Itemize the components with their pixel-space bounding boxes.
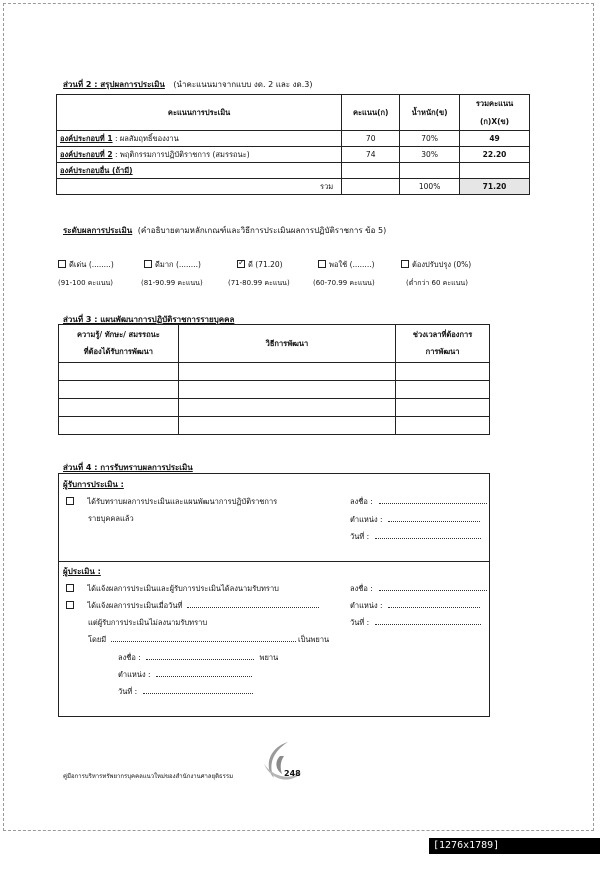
- evaluatee-sign: [350, 496, 487, 508]
- evaluator-option-1-text: ได้แจ้งผลการประเมินและผู้รับการประเมินได้ลงนามรับทราบ: [87, 584, 279, 593]
- level-range: (ต่ำกว่า 60 คะแนน): [406, 279, 468, 287]
- level-option[interactable]: [401, 259, 471, 271]
- witness-sign: [118, 652, 278, 664]
- evaluatee-sign-line[interactable]: [379, 496, 487, 504]
- witness-date-label: วันที่ :: [118, 687, 138, 696]
- evaluatee-ack[interactable]: [66, 496, 277, 508]
- evaluatee-ack-line2: รายบุคคลแล้ว: [88, 514, 134, 523]
- checkbox-icon[interactable]: [66, 601, 74, 609]
- checkbox-icon[interactable]: [66, 584, 74, 592]
- checkbox-icon[interactable]: [58, 260, 66, 268]
- resolution-stamp: [1276x1789] https://upic.me/: [429, 838, 600, 854]
- row-weight: 30%: [400, 147, 460, 163]
- notify-date-line[interactable]: [187, 600, 319, 608]
- plan-header-period-l1: ช่วงเวลาที่ต้องการ: [412, 330, 473, 339]
- sum-label: รวม: [57, 179, 342, 195]
- level-option[interactable]: [237, 259, 283, 271]
- level-option-label: ดี (71.20): [248, 260, 283, 269]
- plan-cell[interactable]: [59, 381, 179, 399]
- sum-weight: 100%: [400, 179, 460, 195]
- table-row: [57, 147, 530, 163]
- development-plan-table: [58, 324, 490, 435]
- level-note: (คำอธิบายตามหลักเกณฑ์และวิธีการประเมินผลการปฏิบัติราชการ ข้อ 5): [137, 226, 387, 235]
- checkbox-icon[interactable]: [66, 497, 74, 505]
- component-name: องค์ประกอบอื่น (ถ้ามี): [60, 165, 133, 175]
- evaluatee-position-label: ตำแหน่ง :: [350, 515, 383, 524]
- header-total-line1: รวมคะแนน: [475, 98, 514, 108]
- page-number: 248: [284, 769, 301, 778]
- section2-heading: [63, 78, 312, 91]
- checkbox-checked-icon[interactable]: [237, 260, 245, 268]
- checkbox-icon[interactable]: [401, 260, 409, 268]
- level-range: (91-100 คะแนน): [58, 279, 114, 287]
- header-score: คะแนน(ก): [342, 95, 400, 131]
- plan-cell[interactable]: [178, 381, 395, 399]
- row-total: [460, 163, 530, 179]
- row-score: 74: [342, 147, 400, 163]
- level-option-label: ดีเด่น (........): [69, 260, 114, 269]
- table-row: [57, 163, 530, 179]
- plan-header-method: วิธีการพัฒนา: [178, 325, 395, 363]
- witness-date-line[interactable]: [143, 686, 253, 694]
- evaluatee-date-label: วันที่ :: [350, 532, 370, 541]
- plan-cell[interactable]: [396, 399, 490, 417]
- acknowledgement-divider: [58, 561, 490, 562]
- evaluatee-date-line[interactable]: [375, 531, 481, 539]
- evaluator-position-line[interactable]: [388, 600, 480, 608]
- component-name: องค์ประกอบที่ 1: [60, 133, 113, 143]
- table-row: [59, 381, 490, 399]
- witness-line: [88, 634, 329, 646]
- sum-score: [342, 179, 400, 195]
- plan-header-skill: [59, 325, 179, 363]
- plan-cell[interactable]: [59, 399, 179, 417]
- plan-cell[interactable]: [178, 363, 395, 381]
- witness-post-label: เป็นพยาน: [298, 635, 330, 644]
- plan-cell[interactable]: [178, 399, 395, 417]
- header-total: [460, 95, 530, 131]
- plan-header-skill-l2: ที่ต้องได้รับการพัฒนา: [83, 347, 153, 356]
- witness-role-label: พยาน: [259, 653, 279, 662]
- row-weight: [400, 163, 460, 179]
- plan-cell[interactable]: [396, 417, 490, 435]
- header-criteria: คะแนนการประเมิน: [57, 95, 342, 131]
- checkbox-icon[interactable]: [318, 260, 326, 268]
- plan-header-period-l2: การพัฒนา: [425, 347, 460, 356]
- footer-text: คู่มือการบริหารทรัพยากรบุคคลแนวใหม่ของสำนักงานศาลยุติธรรม: [63, 773, 234, 780]
- row-label: [57, 163, 342, 179]
- witness-position: [118, 669, 252, 681]
- evaluator-date-label: วันที่ :: [350, 618, 370, 627]
- witness-pre-label: โดยมี: [88, 635, 107, 644]
- evaluator-sign-label: ลงชื่อ :: [350, 584, 373, 593]
- level-option[interactable]: [318, 259, 375, 271]
- witness-sign-label: ลงชื่อ :: [118, 653, 141, 662]
- summary-table: [56, 94, 530, 195]
- level-option[interactable]: [58, 259, 114, 271]
- evaluator-date: [350, 617, 481, 629]
- component-desc: : พฤติกรรมการปฏิบัติราชการ (สมรรถนะ): [114, 149, 250, 159]
- evaluator-position: [350, 600, 480, 612]
- level-option-label: ต้องปรับปรุง (0%): [412, 260, 472, 269]
- level-option-label: พอใช้ (........): [329, 260, 375, 269]
- header-weight: น้ำหนัก(ข): [400, 95, 460, 131]
- plan-cell[interactable]: [59, 417, 179, 435]
- court-logo-icon: [258, 738, 306, 786]
- witness-position-label: ตำแหน่ง :: [118, 670, 151, 679]
- evaluatee-position-line[interactable]: [388, 514, 480, 522]
- table-row: [59, 399, 490, 417]
- evaluatee-position: [350, 514, 480, 526]
- row-weight: 70%: [400, 131, 460, 147]
- witness-sign-line[interactable]: [146, 652, 254, 660]
- plan-cell[interactable]: [178, 417, 395, 435]
- evaluator-sign: [350, 583, 487, 595]
- plan-cell[interactable]: [396, 381, 490, 399]
- table-row: [57, 131, 530, 147]
- row-label: [57, 131, 342, 147]
- component-desc: : ผลสัมฤทธิ์ของงาน: [114, 133, 179, 143]
- row-total: 22.20: [460, 147, 530, 163]
- evaluatee-sign-label: ลงชื่อ :: [350, 497, 373, 506]
- sum-row: [57, 179, 530, 195]
- evaluator-option-1[interactable]: [66, 583, 279, 595]
- evaluator-date-line[interactable]: [375, 617, 481, 625]
- sum-total: 71.20: [460, 179, 530, 195]
- checkbox-icon[interactable]: [144, 260, 152, 268]
- level-option-label: ดีมาก (........): [155, 260, 201, 269]
- level-range: (81-90.99 คะแนน): [141, 279, 203, 287]
- evaluator-sign-line[interactable]: [379, 583, 487, 591]
- section3-title: ส่วนที่ 3 : แผนพัฒนาการปฏิบัติราชการรายบุคคล: [63, 315, 235, 324]
- evaluator-option-2-line2: แต่ผู้รับการประเมินไม่ลงนามรับทราบ: [88, 618, 208, 627]
- plan-header-skill-l1: ความรู้/ ทักษะ/ สมรรถนะ: [76, 330, 160, 339]
- level-option[interactable]: [144, 259, 201, 271]
- evaluator-option-2[interactable]: [66, 600, 319, 612]
- header-total-line2: (ก)X(ข): [479, 116, 510, 126]
- plan-cell[interactable]: [396, 363, 490, 381]
- section4-title: ส่วนที่ 4 : การรับทราบผลการประเมิน: [63, 463, 193, 472]
- level-heading: [63, 224, 386, 237]
- evaluatee-ack-text: ได้รับทราบผลการประเมินและแผนพัฒนาการปฏิบัติราชการ: [87, 497, 278, 506]
- level-range: (71-80.99 คะแนน): [228, 279, 290, 287]
- row-total: 49: [460, 131, 530, 147]
- evaluator-option-2-text: ได้แจ้งผลการประเมินเมื่อวันที่: [87, 601, 183, 610]
- evaluatee-date: [350, 531, 481, 543]
- witness-date: [118, 686, 253, 698]
- evaluator-heading: ผู้ประเมิน :: [63, 567, 101, 576]
- section2-title: ส่วนที่ 2 : สรุปผลการประเมิน: [63, 80, 165, 89]
- witness-position-line[interactable]: [156, 669, 252, 677]
- witness-name-line[interactable]: [111, 634, 296, 642]
- row-label: [57, 147, 342, 163]
- plan-header-period: [396, 325, 490, 363]
- evaluatee-heading: ผู้รับการประเมิน :: [63, 480, 124, 489]
- table-row: [59, 363, 490, 381]
- section2-note: (นำคะแนนมาจากแบบ งด. 2 และ งด.3): [173, 80, 313, 89]
- level-range: (60-70.99 คะแนน): [313, 279, 375, 287]
- evaluator-position-label: ตำแหน่ง :: [350, 601, 383, 610]
- component-name: องค์ประกอบที่ 2: [60, 149, 113, 159]
- row-score: [342, 163, 400, 179]
- row-score: 70: [342, 131, 400, 147]
- plan-cell[interactable]: [59, 363, 179, 381]
- level-title: ระดับผลการประเมิน: [63, 226, 133, 235]
- table-row: [59, 417, 490, 435]
